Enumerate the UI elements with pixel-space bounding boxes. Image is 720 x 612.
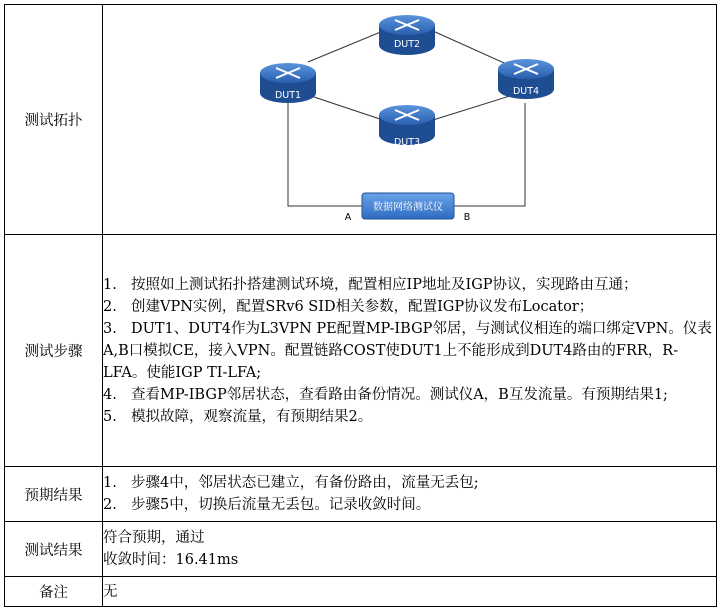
step-number: 5. — [103, 408, 117, 425]
link-dut4-tester — [454, 103, 525, 206]
router-dut4 — [498, 59, 554, 99]
network-topology-diagram — [103, 5, 715, 234]
step-number: 1. — [103, 276, 117, 293]
router-dut2 — [379, 15, 435, 55]
dut4-label: DUT4 — [512, 86, 540, 97]
topology-svg — [103, 5, 715, 234]
dut2-label: DUT2 — [393, 39, 421, 50]
test-case-sheet — [4, 4, 716, 607]
step-text: 按照如上测试拓扑搭建测试环境，配置相应IP地址及IGP协议，实现路由互通； — [131, 276, 638, 293]
topology-label: 测试拓扑 — [5, 5, 103, 235]
network-tester-device — [362, 193, 454, 219]
steps-cell — [103, 235, 717, 467]
link-dut1-tester — [288, 103, 362, 206]
router-dut3 — [379, 105, 435, 148]
step-text: DUT1、DUT4作为L3VPN PE配置MP-IBGP邻居，与测试仪相连的端口绑定VPN。仪表A,B口模拟CE，接入VPN。配置链路COST使DUT1上不能形成到DUT4路由的FRR，R-LFA。使能IGP TI-LFA; — [103, 320, 712, 381]
expected-text: 步骤5中，切换后流量无丢包。记录收敛时间。 — [131, 497, 431, 513]
step-item-1 — [103, 274, 716, 296]
expected-row — [5, 467, 717, 522]
expected-number: 2. — [103, 497, 117, 513]
step-text: 查看MP-IBGP邻居状态，查看路由备份情况。测试仪A，B互发流量。有预期结果1; — [131, 386, 668, 403]
expected-label: 预期结果 — [5, 467, 103, 522]
test-case-table — [4, 4, 717, 607]
expected-cell — [103, 467, 717, 522]
result-line-2: 收敛时间：16.41ms — [103, 552, 239, 568]
steps-row — [5, 235, 717, 467]
expected-item-2 — [103, 494, 716, 516]
step-number: 3. — [103, 320, 117, 337]
port-a-label: A — [344, 212, 352, 223]
topology-cell — [103, 5, 717, 235]
expected-text: 步骤4中，邻居状态已建立，有备份路由，流量无丢包; — [131, 475, 479, 491]
expected-item-1 — [103, 472, 716, 494]
result-row — [5, 522, 717, 577]
dut3-label: DUT3 — [393, 137, 421, 148]
step-item-4 — [103, 384, 716, 406]
tester-label: 数据网络测试仪 — [373, 202, 443, 213]
link-dut1-dut3 — [308, 95, 383, 120]
expected-number: 1. — [103, 475, 117, 491]
result-label: 测试结果 — [5, 522, 103, 577]
notes-label: 备注 — [5, 577, 103, 607]
step-number: 4. — [103, 386, 117, 403]
notes-row — [5, 577, 717, 607]
step-text: 创建VPN实例，配置SRv6 SID相关参数，配置IGP协议发布Locator； — [131, 298, 594, 315]
link-dut2-dut4 — [433, 31, 513, 67]
dut1-label: DUT1 — [274, 90, 302, 101]
step-text: 模拟故障，观察流量，有预期结果2。 — [131, 408, 373, 425]
result-cell — [103, 522, 717, 577]
topology-row — [5, 5, 717, 235]
result-line-1: 符合预期，通过 — [103, 530, 205, 546]
step-item-5 — [103, 406, 716, 428]
link-dut3-dut4 — [433, 95, 513, 120]
router-dut1 — [260, 63, 316, 103]
step-item-3 — [103, 318, 716, 384]
step-item-2 — [103, 296, 716, 318]
step-number: 2. — [103, 298, 117, 315]
notes-value: 无 — [103, 577, 717, 607]
link-dut1-dut2 — [308, 31, 383, 62]
steps-label: 测试步骤 — [5, 235, 103, 467]
port-b-label: B — [463, 212, 471, 223]
